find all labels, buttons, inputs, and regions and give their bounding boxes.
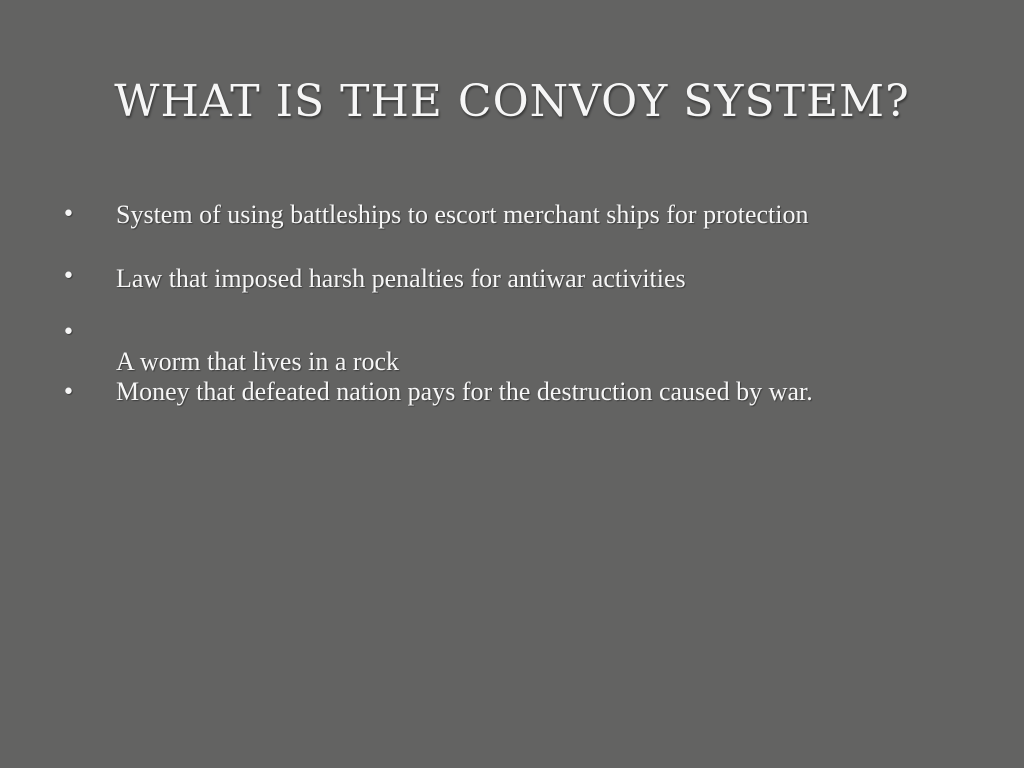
bullet-item-2: Law that imposed harsh penalties for antiwar activities — [116, 264, 686, 293]
bullet-icon: • — [62, 320, 75, 345]
bullet-icon: • — [62, 264, 75, 289]
bullet-icon: • — [62, 380, 75, 405]
floating-answer-text: A worm that lives in a rock — [116, 347, 400, 376]
slide-title: WHAT IS THE CONVOY SYSTEM? — [114, 76, 910, 127]
bullet-item-1: System of using battleships to escort merchant ships for protection — [116, 200, 809, 229]
bullet-icon: • — [62, 202, 75, 227]
bullet-item-4: Money that defeated nation pays for the destruction caused by war. — [116, 377, 813, 406]
